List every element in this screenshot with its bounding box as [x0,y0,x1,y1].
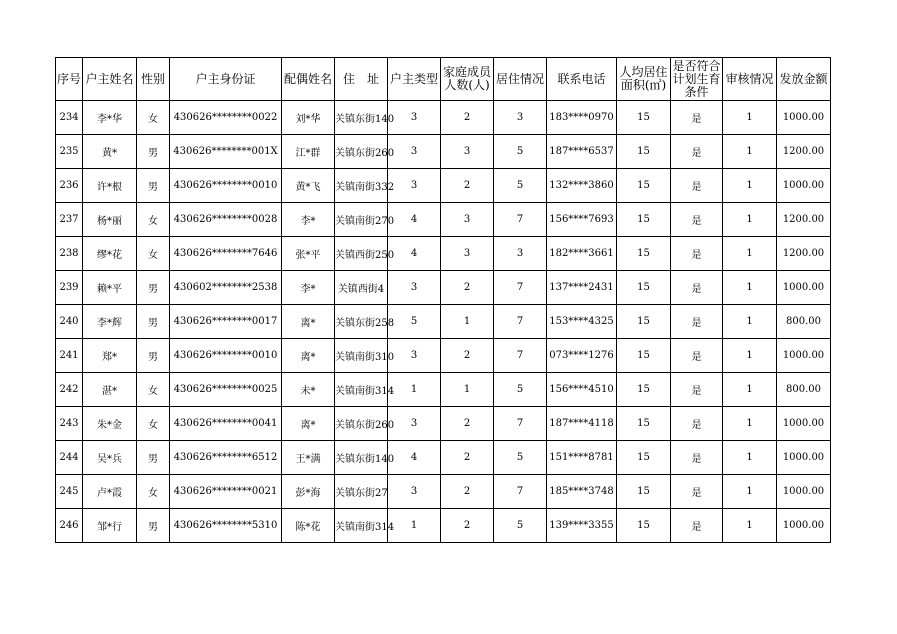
cell-family-planning: 是 [671,271,723,305]
cell-owner-type: 3 [388,169,441,203]
cell-owner-name: 邹*行 [83,509,137,543]
cell-seq: 240 [56,305,83,339]
cell-amount: 800.00 [777,305,831,339]
cell-seq: 239 [56,271,83,305]
cell-seq: 245 [56,475,83,509]
cell-owner-name: 赖*平 [83,271,137,305]
cell-area: 15 [617,169,671,203]
cell-residence: 7 [494,475,547,509]
cell-family-planning: 是 [671,135,723,169]
cell-address: 关镇西街4 [335,271,388,305]
cell-residence: 3 [494,237,547,271]
header-row [56,58,831,101]
cell-owner-id: 430626********0010 [170,339,282,373]
cell-seq: 238 [56,237,83,271]
cell-seq: 235 [56,135,83,169]
cell-review: 1 [723,237,777,271]
table-row [56,271,831,305]
cell-family-members: 2 [441,339,494,373]
cell-owner-id: 430626********0041 [170,407,282,441]
table-row [56,441,831,475]
col-header-gender: 性别 [137,58,170,101]
col-header-spouse-name: 配偶姓名 [282,58,335,101]
cell-gender: 男 [137,441,170,475]
cell-amount: 800.00 [777,373,831,407]
cell-gender: 女 [137,475,170,509]
cell-owner-name: 郑* [83,339,137,373]
cell-family-planning: 是 [671,305,723,339]
cell-phone: 139****3355 [547,509,617,543]
table-row [56,475,831,509]
cell-gender: 男 [137,339,170,373]
cell-family-planning: 是 [671,339,723,373]
cell-phone: 187****6537 [547,135,617,169]
table-row [56,407,831,441]
cell-phone: 151****8781 [547,441,617,475]
cell-owner-type: 3 [388,135,441,169]
cell-family-planning: 是 [671,101,723,135]
cell-amount: 1000.00 [777,169,831,203]
cell-area: 15 [617,203,671,237]
cell-spouse-name: 刘*华 [282,101,335,135]
cell-family-planning: 是 [671,407,723,441]
col-header-owner-type: 户主类型 [388,58,441,101]
cell-owner-name: 黄* [83,135,137,169]
cell-family-planning: 是 [671,441,723,475]
cell-review: 1 [723,101,777,135]
col-header-review: 审核情况 [723,58,777,101]
cell-residence: 7 [494,271,547,305]
cell-owner-id: 430626********0017 [170,305,282,339]
cell-owner-id: 430626********0022 [170,101,282,135]
cell-review: 1 [723,475,777,509]
cell-owner-name: 卢*霞 [83,475,137,509]
cell-area: 15 [617,101,671,135]
cell-owner-id: 430626********0010 [170,169,282,203]
cell-owner-name: 缪*花 [83,237,137,271]
cell-owner-type: 3 [388,101,441,135]
col-header-residence: 居住情况 [494,58,547,101]
cell-residence: 5 [494,509,547,543]
cell-owner-type: 3 [388,475,441,509]
cell-spouse-name: 李* [282,203,335,237]
cell-review: 1 [723,441,777,475]
cell-phone: 183****0970 [547,101,617,135]
table-row [56,509,831,543]
col-header-seq: 序号 [56,58,83,101]
cell-family-planning: 是 [671,203,723,237]
cell-seq: 234 [56,101,83,135]
cell-owner-type: 4 [388,203,441,237]
cell-owner-type: 3 [388,339,441,373]
cell-family-members: 3 [441,203,494,237]
cell-residence: 7 [494,407,547,441]
cell-amount: 1000.00 [777,339,831,373]
cell-family-planning: 是 [671,373,723,407]
cell-phone: 153****4325 [547,305,617,339]
cell-spouse-name: 李* [282,271,335,305]
cell-amount: 1000.00 [777,509,831,543]
cell-spouse-name: 彭*海 [282,475,335,509]
cell-amount: 1200.00 [777,135,831,169]
cell-address: 关镇东街140 [335,441,388,475]
cell-seq: 241 [56,339,83,373]
cell-amount: 1000.00 [777,475,831,509]
cell-address: 关镇西街250 [335,237,388,271]
col-header-area: 人均居住面积(㎡) [617,58,671,101]
cell-amount: 1000.00 [777,101,831,135]
cell-family-members: 1 [441,305,494,339]
cell-seq: 244 [56,441,83,475]
table-row [56,339,831,373]
cell-spouse-name: 陈*花 [282,509,335,543]
cell-area: 15 [617,407,671,441]
cell-seq: 242 [56,373,83,407]
cell-owner-name: 吴*兵 [83,441,137,475]
cell-seq: 236 [56,169,83,203]
cell-gender: 男 [137,169,170,203]
cell-owner-name: 朱*金 [83,407,137,441]
cell-family-members: 1 [441,373,494,407]
cell-gender: 男 [137,305,170,339]
cell-spouse-name: 离* [282,339,335,373]
cell-owner-type: 1 [388,509,441,543]
cell-family-planning: 是 [671,169,723,203]
table-row [56,373,831,407]
cell-owner-type: 4 [388,441,441,475]
cell-review: 1 [723,135,777,169]
cell-gender: 女 [137,407,170,441]
subsidy-table [55,57,831,543]
cell-gender: 女 [137,237,170,271]
cell-owner-id: 430626********6512 [170,441,282,475]
cell-area: 15 [617,305,671,339]
cell-review: 1 [723,373,777,407]
cell-gender: 女 [137,203,170,237]
cell-address: 关镇南街270 [335,203,388,237]
cell-address: 关镇东街27 [335,475,388,509]
cell-family-members: 2 [441,101,494,135]
cell-amount: 1200.00 [777,203,831,237]
cell-address: 关镇南街332 [335,169,388,203]
cell-amount: 1000.00 [777,407,831,441]
col-header-address: 住 址 [335,58,388,101]
table-row [56,101,831,135]
cell-family-members: 3 [441,135,494,169]
cell-owner-name: 李*辉 [83,305,137,339]
cell-address: 关镇东街140 [335,101,388,135]
cell-family-members: 2 [441,271,494,305]
cell-review: 1 [723,271,777,305]
cell-owner-id: 430626********7646 [170,237,282,271]
cell-phone: 137****2431 [547,271,617,305]
cell-owner-type: 4 [388,237,441,271]
cell-phone: 182****3661 [547,237,617,271]
cell-residence: 5 [494,441,547,475]
cell-review: 1 [723,203,777,237]
cell-family-members: 2 [441,441,494,475]
cell-owner-type: 5 [388,305,441,339]
cell-review: 1 [723,305,777,339]
table-row [56,169,831,203]
cell-area: 15 [617,441,671,475]
cell-address: 关镇东街260 [335,135,388,169]
cell-area: 15 [617,135,671,169]
col-header-phone: 联系电话 [547,58,617,101]
cell-owner-name: 湛* [83,373,137,407]
cell-residence: 7 [494,305,547,339]
cell-phone: 185****3748 [547,475,617,509]
cell-area: 15 [617,339,671,373]
cell-seq: 246 [56,509,83,543]
cell-owner-id: 430602********2538 [170,271,282,305]
cell-phone: 132****3860 [547,169,617,203]
cell-spouse-name: 黄*飞 [282,169,335,203]
cell-residence: 5 [494,169,547,203]
cell-amount: 1200.00 [777,237,831,271]
cell-gender: 男 [137,135,170,169]
cell-phone: 156****7693 [547,203,617,237]
cell-residence: 7 [494,203,547,237]
cell-owner-id: 430626********001X [170,135,282,169]
cell-residence: 5 [494,373,547,407]
col-header-amount: 发放金额 [777,58,831,101]
cell-amount: 1000.00 [777,441,831,475]
table-row [56,305,831,339]
cell-phone: 187****4118 [547,407,617,441]
cell-family-planning: 是 [671,237,723,271]
cell-owner-id: 430626********5310 [170,509,282,543]
cell-owner-type: 3 [388,271,441,305]
table-row [56,203,831,237]
cell-spouse-name: 离* [282,305,335,339]
cell-address: 关镇南街314 [335,509,388,543]
cell-area: 15 [617,373,671,407]
table-row [56,135,831,169]
cell-address: 关镇南街310 [335,339,388,373]
cell-spouse-name: 张*平 [282,237,335,271]
cell-gender: 男 [137,509,170,543]
cell-phone: 073****1276 [547,339,617,373]
cell-family-members: 2 [441,475,494,509]
table-row [56,237,831,271]
cell-area: 15 [617,271,671,305]
cell-gender: 女 [137,373,170,407]
cell-family-members: 2 [441,407,494,441]
cell-review: 1 [723,339,777,373]
cell-owner-name: 李*华 [83,101,137,135]
cell-owner-name: 杨*丽 [83,203,137,237]
cell-address: 关镇南街314 [335,373,388,407]
cell-review: 1 [723,407,777,441]
col-header-family-planning: 是否符合计划生育条件 [672,58,721,99]
cell-address: 关镇东街258 [335,305,388,339]
cell-gender: 女 [137,101,170,135]
cell-owner-type: 1 [388,373,441,407]
cell-owner-id: 430626********0028 [170,203,282,237]
cell-family-members: 2 [441,169,494,203]
cell-amount: 1000.00 [777,271,831,305]
cell-owner-id: 430626********0025 [170,373,282,407]
cell-review: 1 [723,169,777,203]
cell-residence: 7 [494,339,547,373]
col-header-family-members: 家庭成员人数(人) [441,58,494,101]
cell-family-planning: 是 [671,475,723,509]
cell-owner-name: 许*根 [83,169,137,203]
cell-family-planning: 是 [671,509,723,543]
cell-residence: 3 [494,101,547,135]
cell-address: 关镇东街260 [335,407,388,441]
col-header-owner-name: 户主姓名 [83,58,137,101]
cell-family-members: 2 [441,509,494,543]
col-header-owner-id: 户主身份证 [170,58,282,101]
cell-gender: 男 [137,271,170,305]
cell-seq: 237 [56,203,83,237]
cell-family-members: 3 [441,237,494,271]
cell-review: 1 [723,509,777,543]
cell-phone: 156****4510 [547,373,617,407]
cell-spouse-name: 王*满 [282,441,335,475]
cell-owner-type: 3 [388,407,441,441]
cell-residence: 5 [494,135,547,169]
cell-seq: 243 [56,407,83,441]
table-body [56,101,831,543]
cell-area: 15 [617,475,671,509]
cell-spouse-name: 离* [282,407,335,441]
cell-spouse-name: 未* [282,373,335,407]
cell-spouse-name: 江*群 [282,135,335,169]
cell-area: 15 [617,509,671,543]
cell-owner-id: 430626********0021 [170,475,282,509]
cell-area: 15 [617,237,671,271]
